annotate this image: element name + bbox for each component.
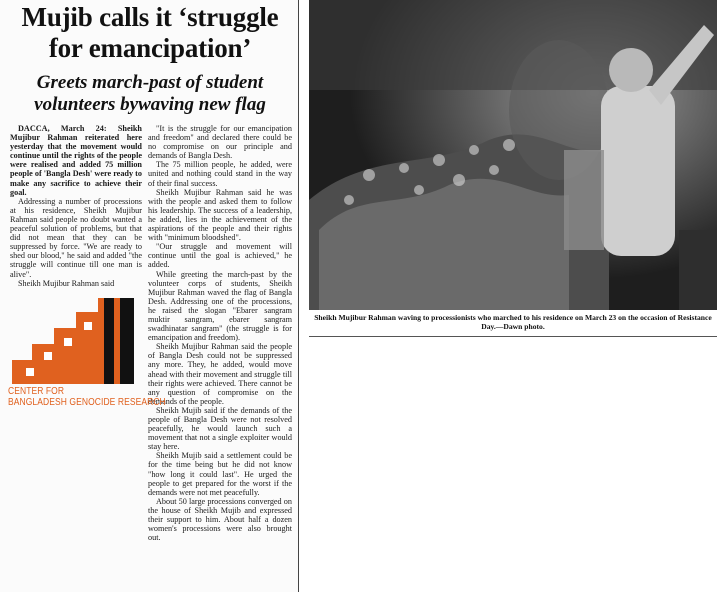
article-paragraph: The 75 million people, he added, were united and nothing could stand in the way of their final success. <box>148 160 292 188</box>
subheadline <box>6 72 294 116</box>
article-paragraph: Addressing a number of processions at his residence, Sheikh Mujibur Rahman said people no doubt wanted a peaceful solution of problems, but that did not mean that they can be suppressed by force. "We are ready to shed our blood," he said and added "the struggle will continue till one man is alive". <box>10 196 142 279</box>
logo-text <box>8 386 166 408</box>
headline-line-2: for emancipation’ <box>48 33 252 63</box>
article-paragraph: Sheikh Mujibur Rahman said the people of Bangla Desh could not be suppressed any more. They, he added, would move ahead with their movement and struggle till their rights were achieved. There cannot be any question of compromise on the demands of the people. <box>148 342 292 406</box>
headline <box>6 2 294 64</box>
logo-text-line-1: CENTER FOR <box>8 386 65 397</box>
photo-caption: Sheikh Mujibur Rahman waving to processionists who marched to his residence on March 23 on the occasion of Resistance Day.—Dawn photo. <box>309 314 717 337</box>
subheadline-line-1: Greets march-past of student <box>36 72 264 93</box>
article-column-1 <box>10 124 142 288</box>
article-paragraph: "Our struggle and movement will continue until the goal is achieved," he added. <box>148 242 292 270</box>
article-paragraph: DACCA, March 24: Sheikh Mujibur Rahman reiterated here yesterday that the movement would continue until the rights of the people were realised and added 75 million people of 'Bangla Desh' were ready to make any sacrifice to achieve their goal. <box>10 124 142 197</box>
article-paragraph: Sheikh Mujib said a settlement could be for the time being but he did not know "how long it could last". He urged the people to get prepared for the worst if the demands were not met peacefully. <box>148 451 292 497</box>
news-photo <box>309 0 717 310</box>
article-paragraph: While greeting the march-past by the volunteer corps of students, Sheikh Mujibur Rahman waved the flag of Bangla Desh. Addressing one of the processions, he raised the slogan "Ebarer sangram muktir sangram, ebarer sangram swadhinatar sangram" (the struggle is for emancipation and freedom). <box>148 269 292 343</box>
subheadline-line-2: volunteers bywaving new flag <box>34 94 266 115</box>
article-paragraph: Sheikh Mujibur Rahman said he was with the people and asked them to follow his leadership. The success of a leadership, he added, lies in the achievement of the aspirations of the people and their rights with "minimum bloodshed". <box>148 187 292 243</box>
article-paragraph: Sheikh Mujib said if the demands of the people of Bangla Desh were not resolved peacefully, he would launch such a movement that not a single exploiter would stay here. <box>148 405 292 452</box>
article-paragraph: "It is the struggle for our emancipation and freedom" and declared there could be no compromise on our principle and demands of Bangla Desh. <box>148 124 292 161</box>
article-paragraph: About 50 large processions converged on the house of Sheikh Mujib and expressed their support to him. About half a dozen women's processions were also brought out. <box>148 496 292 543</box>
article-column-2 <box>148 124 292 542</box>
newspaper-clipping <box>0 0 299 592</box>
article-paragraph: Sheikh Mujibur Rahman said <box>18 278 115 288</box>
headline-line-1: Mujib calls it ‘struggle <box>21 2 279 32</box>
logo-text-line-2: BANGLADESH GENOCIDE RESEARCH <box>8 397 166 408</box>
